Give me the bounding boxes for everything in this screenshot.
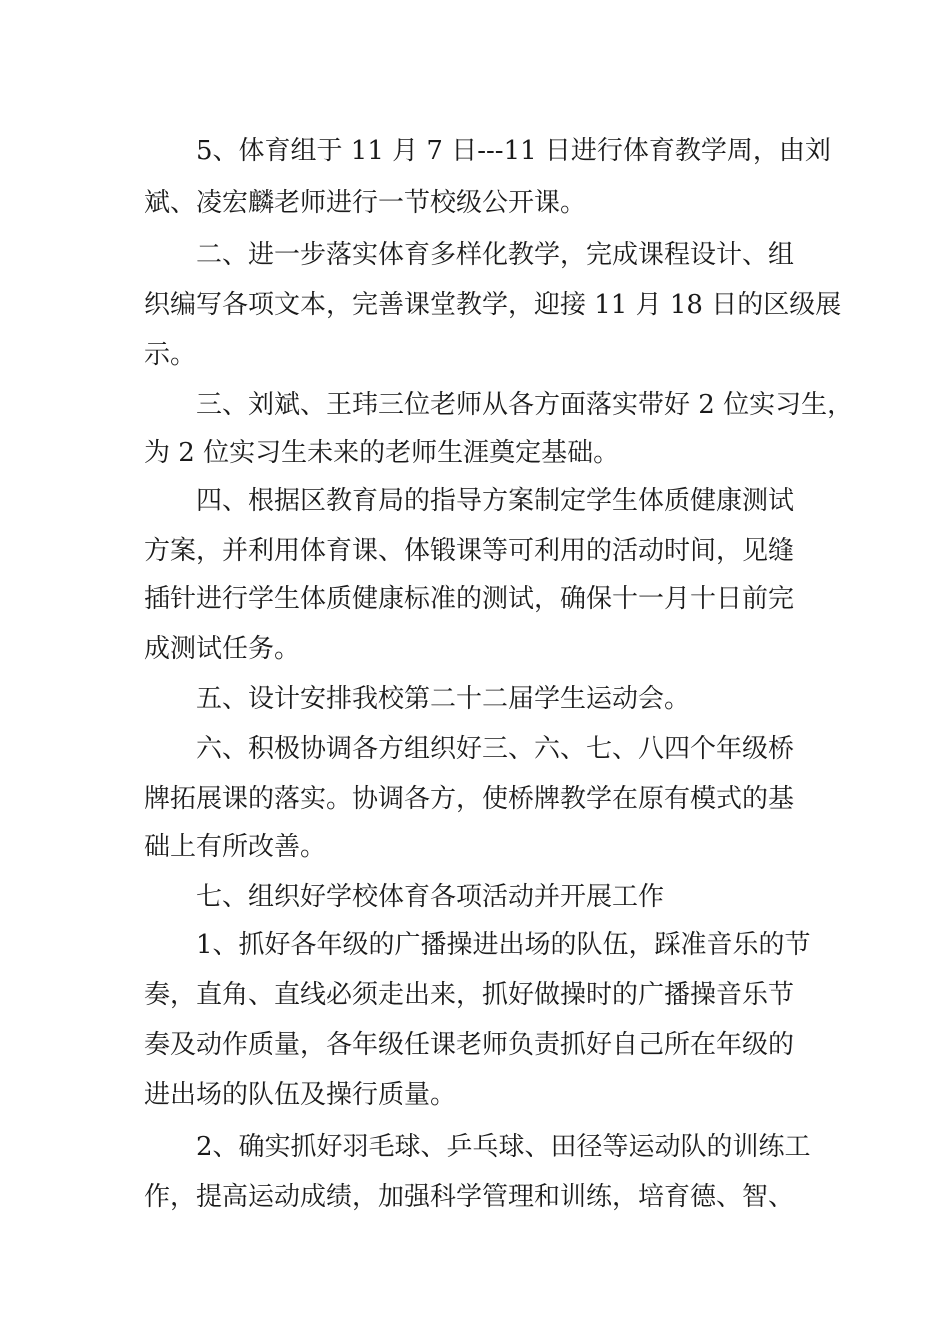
text-line: 牌拓展课的落实。协调各方，使桥牌教学在原有模式的基 bbox=[144, 784, 795, 814]
text-line: 奏及动作质量，各年级任课老师负责抓好自己所在年级的 bbox=[144, 1030, 795, 1060]
text-line: 斌、凌宏麟老师进行一节校级公开课。 bbox=[144, 188, 587, 218]
text-line: 织编写各项文本，完善课堂教学，迎接 11 月 18 日的区级展 bbox=[144, 290, 842, 320]
text-line: 三、刘斌、王玮三位老师从各方面落实带好 2 位实习生， bbox=[196, 390, 854, 420]
text-line: 二、进一步落实体育多样化教学，完成课程设计、组 bbox=[196, 240, 795, 270]
text-line: 作，提高运动成绩，加强科学管理和训练，培育德、智、 bbox=[144, 1182, 795, 1212]
text-line: 1、抓好各年级的广播操进出场的队伍，踩准音乐的节 bbox=[196, 930, 811, 960]
text-line: 方案，并利用体育课、体锻课等可利用的活动时间，见缝 bbox=[144, 536, 795, 566]
text-line: 2、确实抓好羽毛球、乒乓球、田径等运动队的训练工 bbox=[196, 1132, 811, 1162]
text-line: 5、体育组于 11 月 7 日---11 日进行体育教学周，由刘 bbox=[196, 136, 831, 166]
text-line: 四、根据区教育局的指导方案制定学生体质健康测试 bbox=[196, 486, 795, 516]
text-line: 础上有所改善。 bbox=[144, 832, 327, 862]
text-line: 成测试任务。 bbox=[144, 634, 301, 664]
text-line: 六、积极协调各方组织好三、六、七、八四个年级桥 bbox=[196, 734, 795, 764]
text-line: 插针进行学生体质健康标准的测试，确保十一月十日前完 bbox=[144, 584, 795, 614]
text-line: 五、设计安排我校第二十二届学生运动会。 bbox=[196, 684, 691, 714]
text-line: 示。 bbox=[144, 340, 197, 370]
text-line: 奏，直角、直线必须走出来，抓好做操时的广播操音乐节 bbox=[144, 980, 795, 1010]
text-line: 为 2 位实习生未来的老师生涯奠定基础。 bbox=[144, 438, 620, 468]
text-line: 七、组织好学校体育各项活动并开展工作 bbox=[196, 882, 665, 912]
text-line: 进出场的队伍及操行质量。 bbox=[144, 1080, 457, 1110]
